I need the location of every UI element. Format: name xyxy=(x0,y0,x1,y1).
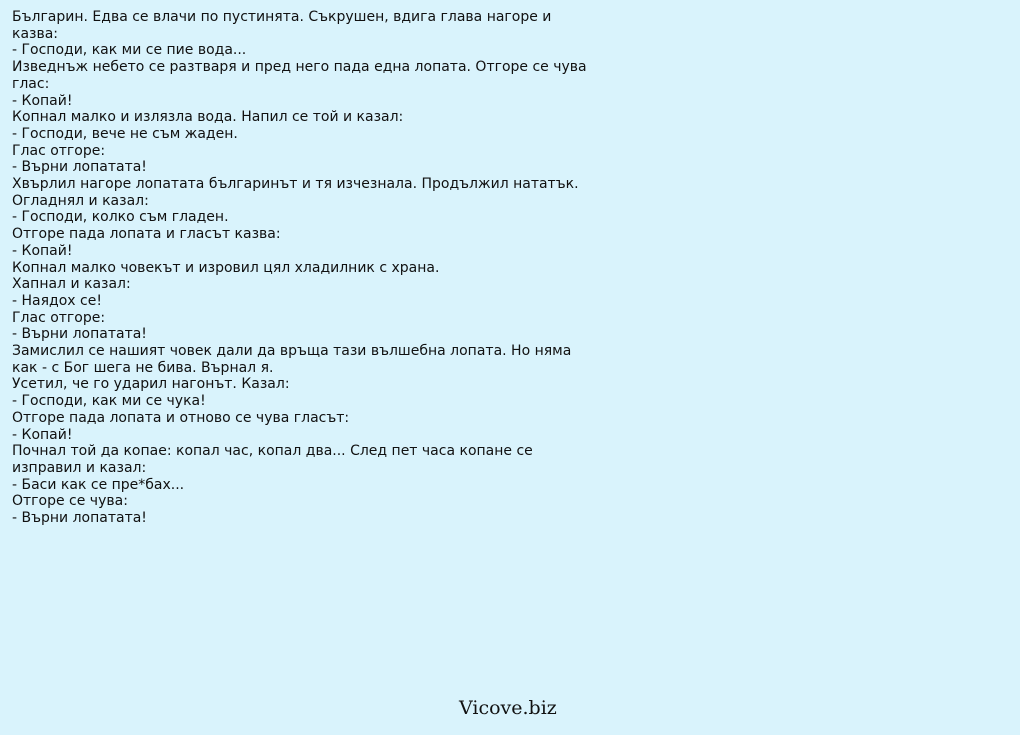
joke-line: - Върни лопатата! xyxy=(12,510,147,527)
joke-line: - Баси как се пре*бах... xyxy=(12,476,185,493)
joke-line: Копнал малко и излязла вода. Напил се той и казал: xyxy=(12,109,404,126)
joke-line: Глас отгоре: xyxy=(12,309,106,326)
joke-line: - Господи, вече не съм жаден. xyxy=(12,125,238,142)
joke-line: Отгоре пада лопата и отново се чува гласът: xyxy=(12,409,350,426)
joke-line: Отгоре се чува: xyxy=(12,493,128,510)
joke-line: - Господи, колко съм гладен. xyxy=(12,209,229,226)
joke-line: - Господи, как ми се пие вода... xyxy=(12,42,247,59)
joke-line: Изведнъж небето се разтваря и пред него пада една лопата. Отгоре се чува глас: xyxy=(12,59,587,92)
joke-line: Глас отгоре: xyxy=(12,142,106,159)
joke-line: Българин. Едва се влачи по пустинята. Съкрушен, вдига глава нагоре и казва: xyxy=(12,9,552,42)
joke-line: Хапнал и казал: xyxy=(12,276,131,293)
joke-line: - Господи, как ми се чука! xyxy=(12,393,206,410)
joke-line: Усетил, че го ударил нагонът. Казал: xyxy=(12,376,290,393)
joke-line: - Наядох се! xyxy=(12,292,102,309)
joke-line: - Копай! xyxy=(12,92,73,109)
joke-line: Копнал малко човекът и изровил цял хладилник с храна. xyxy=(12,259,440,276)
joke-line: Замислил се нашият човек дали да връща тази вълшебна лопата. Но няма как - с Бог шега не бива. Върнал я. xyxy=(12,343,572,376)
joke-line: - Копай! xyxy=(12,426,73,443)
joke-line: - Върни лопатата! xyxy=(12,326,147,343)
joke-line: Огладнял и казал: xyxy=(12,192,149,209)
site-watermark: Vicove.biz xyxy=(459,697,557,719)
joke-line: Отгоре пада лопата и гласът казва: xyxy=(12,226,281,243)
joke-line: - Върни лопатата! xyxy=(12,159,147,176)
joke-line: - Копай! xyxy=(12,242,73,259)
joke-text xyxy=(12,9,597,527)
joke-line: Почнал той да копае: копал час, копал два... След пет часа копане се изправил и казал: xyxy=(12,443,533,476)
joke-line: Хвърлил нагоре лопатата българинът и тя изчезнала. Продължил нататък. xyxy=(12,176,579,193)
